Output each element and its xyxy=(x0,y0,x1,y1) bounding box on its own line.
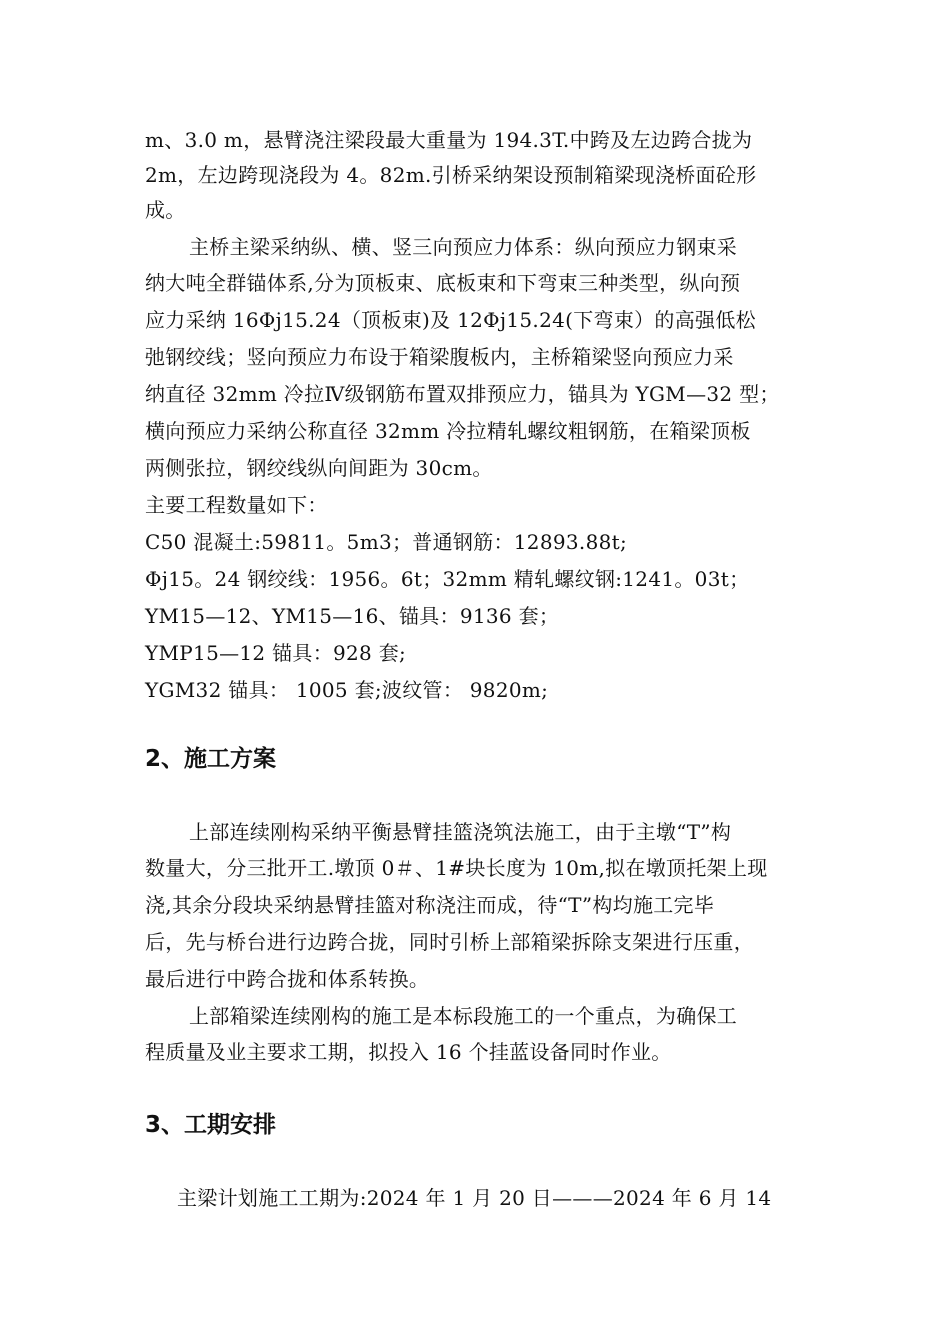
section-2-para2-line-2: 程质量及业主要求工期，拟投入 16 个挂蓝设备同时作业。 xyxy=(145,1040,672,1064)
section-2-heading: 2、施工方案 xyxy=(145,746,277,772)
quantity-item-5: YGM32 锚具： 1005 套;波纹管： 9820m; xyxy=(145,678,549,702)
section-2-para1-line-1: 上部连续刚构采纳平衡悬臂挂篮浇筑法施工，由于主墩“T”构 xyxy=(189,820,732,844)
prestress-line-5: 纳直径 32mm 冷拉Ⅳ级钢筋布置双排预应力，锚具为 YGM—32 型； xyxy=(145,382,780,406)
quantities-title: 主要工程数量如下： xyxy=(145,493,328,517)
intro-line-2: 2m，左边跨现浇段为 4。82m.引桥采纳架设预制箱梁现浇桥面砼形 xyxy=(145,163,757,187)
section-2-para1-line-5: 最后进行中跨合拢和体系转换。 xyxy=(145,967,430,991)
intro-line-1: m、3.0 m，悬臂浇注梁段最大重量为 194.3T.中跨及左边跨合拢为 xyxy=(145,128,753,152)
intro-line-3: 成。 xyxy=(145,198,186,222)
quantity-item-2: Φj15。24 钢绞线：1956。6t；32mm 精轧螺纹钢:1241。03t； xyxy=(145,567,750,591)
quantity-item-3: YM15—12、YM15—16、锚具：9136 套； xyxy=(145,604,560,628)
section-2-para1-line-4: 后，先与桥台进行边跨合拢，同时引桥上部箱梁拆除支架进行压重， xyxy=(145,930,754,954)
quantity-item-4: YMP15—12 锚具：928 套; xyxy=(145,641,407,665)
prestress-line-3: 应力采纳 16Φj15.24（顶板束)及 12Φj15.24(下弯束）的高强低松 xyxy=(145,308,756,332)
prestress-line-2: 纳大吨全群锚体系,分为顶板束、底板束和下弯束三种类型，纵向预 xyxy=(145,271,741,295)
section-2-para1-line-3: 浇,其余分段块采纳悬臂挂篮对称浇注而成，待“T”构均施工完毕 xyxy=(145,893,715,917)
prestress-line-1: 主桥主梁采纳纵、横、竖三向预应力体系：纵向预应力钢束采 xyxy=(189,235,738,259)
prestress-line-7: 两侧张拉，钢绞线纵向间距为 30cm。 xyxy=(145,456,493,480)
section-3-heading: 3、工期安排 xyxy=(145,1112,277,1138)
prestress-line-6: 横向预应力采纳公称直径 32mm 冷拉精轧螺纹粗钢筋，在箱梁顶板 xyxy=(145,419,751,443)
section-3-para1-line-1: 主梁计划施工工期为:2024 年 1 月 20 日———2024 年 6 月 14 xyxy=(177,1186,772,1210)
section-2-para2-line-1: 上部箱梁连续刚构的施工是本标段施工的一个重点，为确保工 xyxy=(189,1004,738,1028)
section-2-para1-line-2: 数量大，分三批开工.墩顶 0＃、1#块长度为 10m,拟在墩顶托架上现 xyxy=(145,856,768,880)
prestress-line-4: 弛钢绞线；竖向预应力布设于箱梁腹板内，主桥箱梁竖向预应力采 xyxy=(145,345,734,369)
quantity-item-1: C50 混凝土:59811。5m3；普通钢筋：12893.88t; xyxy=(145,530,627,554)
